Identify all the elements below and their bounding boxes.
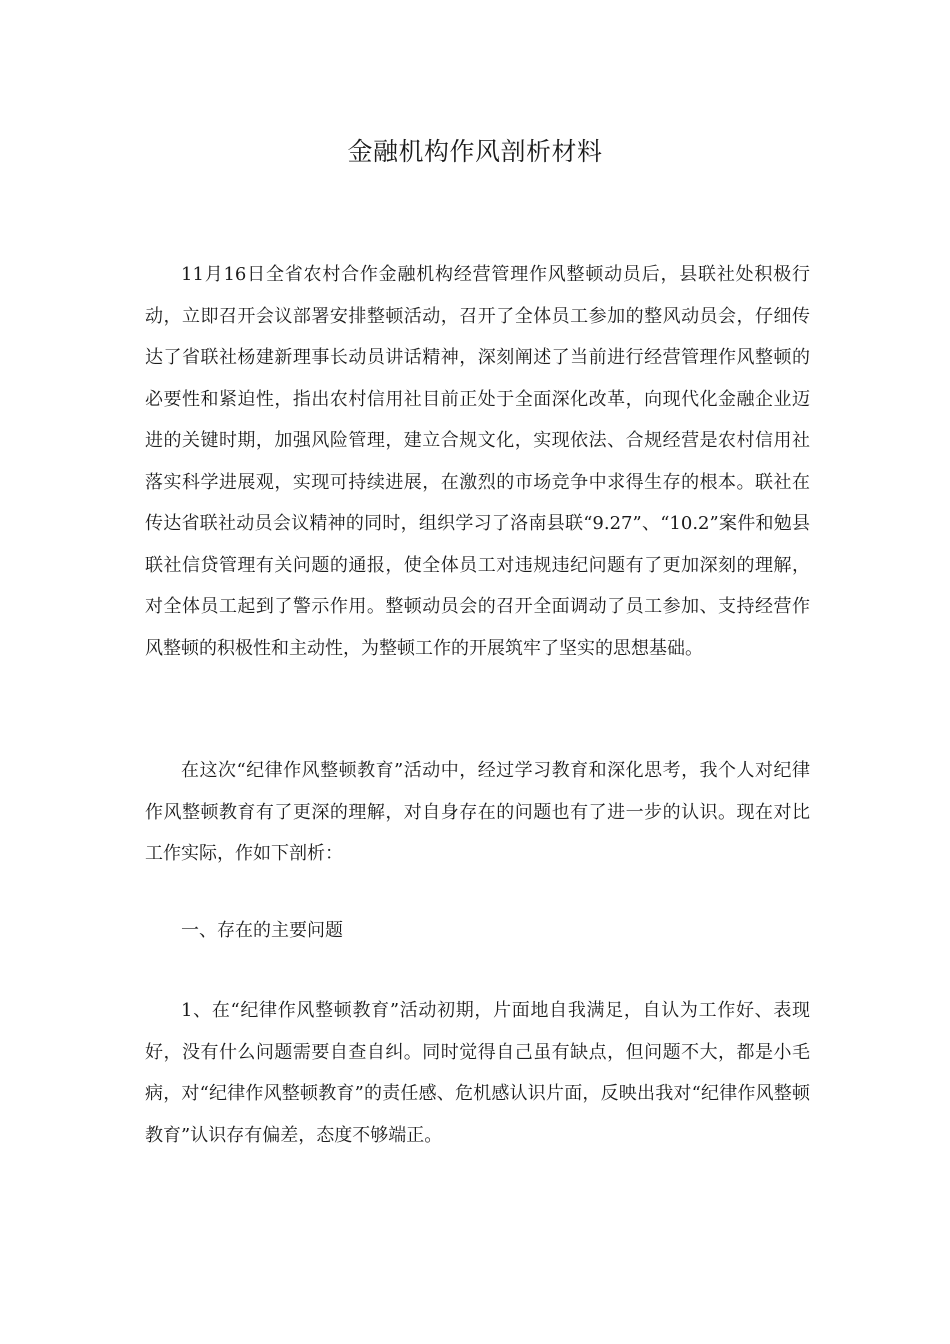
paragraph-problem-1: 1、在“纪律作风整顿教育”活动初期，片面地自我满足，自认为工作好、表现好，没有什么问题需要自查自纠。同时觉得自己虽有缺点，但问题不大，都是小毛病，对“纪律作风整顿教育”的责任感、危机感认识片面，反映出我对“纪律作风整顿教育”认识存有偏差，态度不够端正。 xyxy=(145,1000,810,1146)
document-title: 金融机构作风剖析材料 xyxy=(347,137,603,166)
paragraph-intro: 11月16日全省农村合作金融机构经营管理作风整顿动员后，县联社处积极行动，立即召开会议部署安排整顿活动，召开了全体员工参加的整风动员会，仔细传达了省联社杨建新理事长动员讲话精神，深刻阐述了当前进行经营管理作风整顿的必要性和紧迫性，指出农村信用社目前正处于全面深化改革，向现代化金融企业迈进的关键时期，加强风险管理，建立合规文化，实现依法、合规经营是农村信用社落实科学进展观，实现可持续进展，在激烈的市场竞争中求得生存的根本。联社在传达省联社动员会议精神的同时，组织学习了洛南县联“9.27”、“10.2”案件和勉县联社信贷管理有关问题的通报，使全体员工对违规违纪问题有了更加深刻的理解，对全体员工起到了警示作用。整顿动员会的召开全面调动了员工参加、支持经营作风整顿的积极性和主动性，为整顿工作的开展筑牢了坚实的思想基础。 xyxy=(145,264,810,659)
section-heading-main-problems: 一、存在的主要问题 xyxy=(181,920,343,941)
paragraph-reflection: 在这次“纪律作风整顿教育”活动中，经过学习教育和深化思考，我个人对纪律作风整顿教育有了更深的理解，对自身存在的问题也有了进一步的认识。现在对比工作实际，作如下剖析： xyxy=(145,760,810,864)
